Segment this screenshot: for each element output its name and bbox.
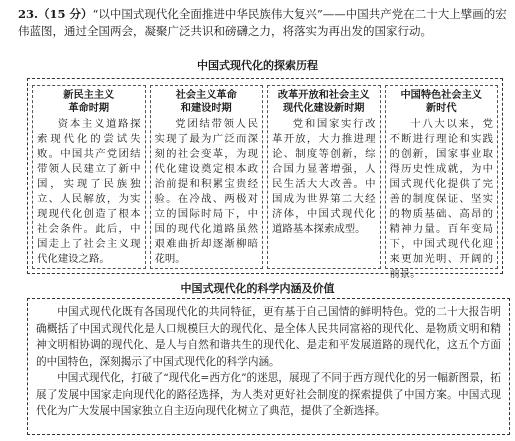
stage-title: 新民主主义 革命时期 bbox=[63, 89, 115, 114]
question-intro-text: “以中国式现代化全面推进中华民族伟大复兴”——中国共产党在二十大上擘画的宏伟蓝图，通过全国两会，凝聚广泛共识和磅礴之力，将落实为再出发的国家行动。 bbox=[18, 7, 507, 38]
stage-title: 社会主义革命 和建设时期 bbox=[175, 89, 237, 114]
section1-heading: 中国式现代化的探索历程 bbox=[197, 59, 318, 72]
connotation-box bbox=[27, 298, 510, 435]
stage-socialist-revolution-construction bbox=[150, 85, 264, 269]
question-number: 23.（15 分） bbox=[18, 7, 93, 21]
stages-panel bbox=[27, 78, 503, 280]
stage-title: 中国特色社会主义 新时代 bbox=[400, 89, 482, 114]
connotation-paragraph-1: 中国式现代化既有各国现代化的共同特征，更有基于自己国情的鲜明特色。党的二十大报告明确概括了中国式现代化是人口规模巨大的现代化、是全体人民共同富裕的现代化、是物质文明和精神文明相协调的现代化、是人与自然和谐共生的现代化、是走和平发展道路的现代化，这五个方面的中国特色，深刻揭示了中国式现代化的科学内涵。 bbox=[36, 306, 501, 368]
question-intro bbox=[18, 6, 508, 40]
stage-body: 资本主义道路探索现代化的尝试失败。中国共产党团结带领人民建立了新中国，实现了民族独立、人民解放，为实现现代化创造了根本社会条件。此后，中国走上了社会主义现代化建设之路。 bbox=[37, 118, 141, 265]
stage-title: 改革开放和社会主义 现代化建设新时期 bbox=[277, 89, 370, 114]
stage-new-era bbox=[385, 85, 499, 280]
stage-reform-opening bbox=[267, 85, 381, 269]
section2-heading: 中国式现代化的科学内涵及价值 bbox=[180, 282, 335, 295]
connotation-paragraph-2: 中国式现代化，打破了“现代化=西方化”的迷思，展现了不同于西方现代化的另一幅新图景，拓展了发展中国家走向现代化的路径选择，为人类对更好社会制度的探索提供了中国方案。中国式现代化为广大发展中国家独立自主迈向现代化树立了典范，提供了全新选择。 bbox=[36, 372, 501, 417]
stage-new-democratic-revolution bbox=[32, 85, 146, 269]
stage-body: 十八大以来，党不断进行理论和实践的创新，国家事业取得历史性成就，为中国式现代化提供了完善的制度保证、坚实的物质基础、高昂的精神力量。百年变局下，中国式现代化迎来更加光明、开阔的前景。 bbox=[389, 118, 493, 280]
stage-body: 党和国家实行改革开放，大力推进理论、制度等创新，综合国力显著增强，人民生活大大改善。中国成为世界第二大经济体，中国式现代化道路基本探索成型。 bbox=[272, 118, 376, 235]
stage-body: 党团结带领人民实现了最为广泛而深刻的社会变革，为现代化建设奠定根本政治前提和积累宝贵经验。在冷战、两极对立的国际时局下，中国的现代化道路虽然艰难曲折却逐渐柳暗花明。 bbox=[154, 118, 258, 265]
